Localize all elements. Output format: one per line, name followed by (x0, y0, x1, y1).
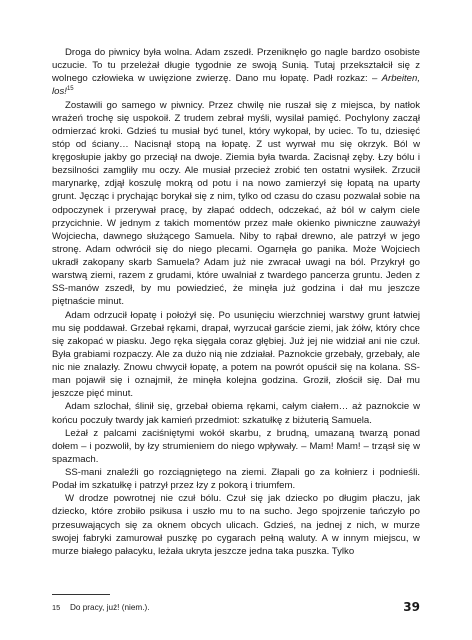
footnote-reference: 15 (66, 86, 74, 93)
paragraph: Adam szlochał, ślinił się, grzebał obiema rękami, całym ciałem… aż paznokcie w końcu poczuły twardy jak kamień przedmiot: szkatułkę z biżuterią Samuela. (52, 401, 420, 426)
footnote-divider (52, 594, 110, 595)
paragraph: Zostawili go samego w piwnicy. Przez chwilę nie ruszał się z miejsca, by natłok wrażeń trochę się uspokoił. Z trudem zebrał myśli, wysilał pamięć. Pochylony zaczął odmierzać kroki. Gdzieś tu musiał być tunel, który wykopał, by uciec. To tu, dziesięć stóp od ściany… Nacisnął stopą na łopatę. Z ust wyrwał mu się okrzyk. Ból w kręgosłupie jakby go przeciął na dwoje. Ziemia była twarda. Zacisnął zęby. Łzy bólu i bezsilności zamgliły mu oczy. Ale musiał przecież zrobić ten ostatni wysiłek. Zrzucił marynarkę, zdjął koszulę mokrą od potu i na nowo zamierzył się łopatą na uparty grunt. Jęcząc i prychając borykał się z nim, tylko od czasu do czasu pozwalał sobie na odpoczynek i przerywał pracę, by złapać oddech, odczekać, aż ból w całym ciele przycichnie. W jednym z takich momentów przez małe okienko piwniczne zauważył Wojciecha, dawnego służącego Samuela. Niby to rąbał drewno, ale patrzył w jego stronę. Adam odwrócił się do niego plecami. Ogarnęła go panika. Może Wojciech ukradł zakopany skarb Samuela? Adam już nie zwracał uwagi na ból. Przykrył go warstwą ziemi, razem z grudami, które uwalniał z twardego pancerza gruntu. Jeden z SS-manów zszedł, by mu powiedzieć, że minęła już godzina i dał mu jeszcze piętnaście minut. (52, 99, 420, 308)
footnote (52, 602, 352, 613)
paragraph-text: Droga do piwnicy była wolna. Adam zszedł. Przeniknęło go nagle bardzo osobiste uczucie. To tu przeleżał długie tygodnie ze swoją Sunią. Tutaj przekształcił się z wolnego człowieka w uwięzione zwierzę. Dano mu łopatę. Padł rozkaz: – (52, 47, 420, 85)
body-text (52, 46, 420, 558)
paragraph: Adam odrzucił łopatę i położył się. Po usunięciu wierzchniej warstwy grunt łatwiej mu się poddawał. Grzebał rękami, drapał, wyrzucał garście ziemi, jak żółw, który chce się zakopać w piasku. Jego ręka sięgała coraz głębiej. Już jej nie widział ani nie czuł. Była grabiami rozpaczy. Ale za dużo nią nie zdziałał. Paznokcie grzebały, grzebały, ale nic nie znalazły. Znowu chwycił łopatę, a potem na powrót opuścił się na kolana. SS-man pojawił się i oznajmił, że minęła kolejna godzina. Groził, złościł się. Dał mu jeszcze pięć minut. (52, 309, 420, 400)
page-number: 39 (403, 600, 420, 614)
paragraph: SS-mani znaleźli go rozciągniętego na ziemi. Złapali go za kołnierz i podnieśli. Podał im szkatułkę i patrzył przez łzy z pokorą i triumfem. (52, 467, 420, 492)
paragraph (52, 46, 420, 99)
footnote-number: 15 (52, 603, 61, 612)
paragraph: Leżał z palcami zaciśniętymi wokół skarbu, z brudną, umazaną twarzą ponad dołem – i pozwolił, by łzy strumieniem do niego wpływały. – Mam! Mam! – trząsł się w spazmach. (52, 427, 420, 465)
paragraph: W drodze powrotnej nie czuł bólu. Czuł się jak dziecko po długim płaczu, jak dziecko, które zrobiło psikusa i uszło mu to na sucho. Jego spojrzenie tańczyło po przesuwających się za oknem obcych ulicach. Gdzieś, na jednej z nich, w murze swojej fabryki zamurował puszkę po cygarach pełną waluty. A w innym miejscu, w murze białego pałacyku, leżała ukryta jeszcze jedna taka puszka. Tylko (52, 493, 420, 557)
italic-phrase: Arbeiten, los! (52, 73, 420, 98)
footnote-text: Do pracy, już! (niem.). (70, 603, 150, 612)
